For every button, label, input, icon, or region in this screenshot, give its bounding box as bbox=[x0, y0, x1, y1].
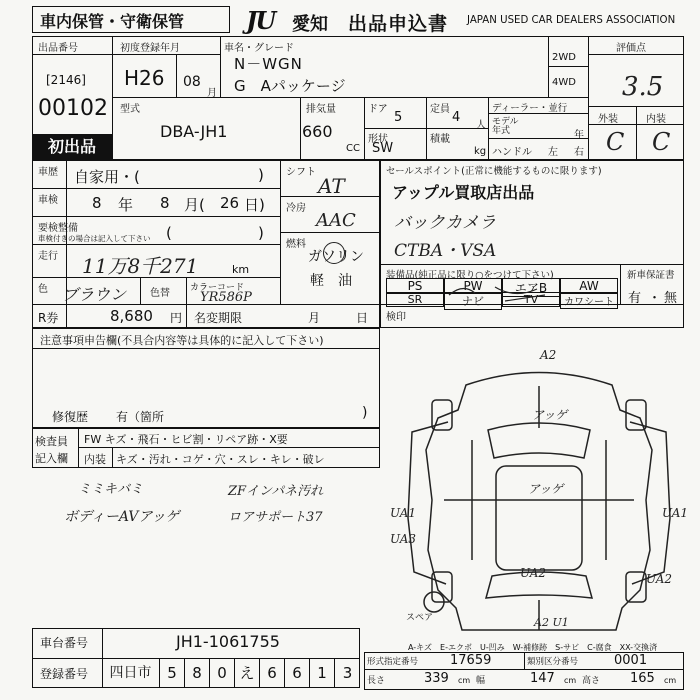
usage-label: 車歴 bbox=[38, 167, 58, 178]
form-number: 17659 bbox=[450, 653, 492, 668]
height-label: 高さ bbox=[582, 676, 601, 686]
length-unit: cm bbox=[458, 676, 471, 685]
usage-close: ) bbox=[258, 166, 264, 184]
inspection-year: 8 bbox=[92, 194, 102, 212]
damage-mark-8: UA2 bbox=[646, 572, 673, 586]
plate-char-7: 1 bbox=[310, 658, 335, 688]
selling-point-2: CTBA・VSA bbox=[394, 241, 497, 261]
warranty-separator: ・ bbox=[648, 291, 662, 306]
class-number-label: 類別区分番号 bbox=[527, 657, 579, 667]
warranty-no: 無 bbox=[664, 291, 678, 306]
association-name: JAPAN USED CAR DEALERS ASSOCIATION bbox=[467, 15, 676, 26]
recycle-close: ) bbox=[258, 224, 264, 242]
notes-label: 注意事項申告欄(不具合内容等は具体的に記入して下さい) bbox=[40, 334, 324, 347]
cc-unit: CC bbox=[346, 143, 360, 154]
car-grade: G Aパッケージ bbox=[234, 77, 346, 95]
inspection-stamp-label: 検印 bbox=[386, 312, 406, 323]
plate-char-5: 6 bbox=[260, 658, 285, 688]
load-label: 積載 bbox=[430, 134, 450, 145]
inspection-label: 車検 bbox=[38, 195, 58, 206]
lot-bracket-number: [2146] bbox=[46, 73, 86, 87]
damage-mark-1: A2 bbox=[540, 348, 557, 362]
equipment-label: 装備品(純正品に限り○をつけて下さい) bbox=[386, 270, 554, 281]
damage-mark-5: UA3 bbox=[390, 532, 417, 546]
exterior-label: 外装 bbox=[598, 114, 618, 125]
width: 147 bbox=[530, 671, 555, 686]
equipment-navi: ナビ bbox=[444, 292, 502, 310]
storage-label: 車内保管・守衛保管 bbox=[40, 12, 185, 31]
mileage-label: 走行 bbox=[38, 251, 58, 262]
load-unit: kg bbox=[474, 146, 487, 157]
first-listing-badge: 初出品 bbox=[32, 134, 112, 160]
color-label: 色 bbox=[38, 284, 48, 295]
plate-char-2: 8 bbox=[185, 658, 210, 688]
selling-points-label: セールスポイント(正常に機能するものに限ります) bbox=[386, 166, 602, 177]
equipment-pw: PW bbox=[444, 278, 502, 294]
drive-4wd: 4WD bbox=[552, 77, 576, 88]
shift-value: AT bbox=[318, 174, 345, 198]
damage-mark-2: アッゲ bbox=[532, 408, 568, 422]
org-name: 愛知 bbox=[292, 14, 328, 35]
inspector-row-2: キズ・汚れ・コゲ・穴・スレ・キレ・破レ bbox=[116, 453, 325, 466]
drive-2wd: 2WD bbox=[552, 52, 576, 63]
color-change-label: 色替 bbox=[150, 288, 170, 299]
color-code-label: カラーコード bbox=[190, 283, 245, 293]
plate-char-6: 6 bbox=[285, 658, 310, 688]
grade-label: 評価点 bbox=[616, 43, 646, 54]
damage-mark-9: A2 U1 bbox=[534, 616, 569, 629]
plate-region: 四日市 bbox=[102, 658, 160, 688]
plate-char-1: 5 bbox=[160, 658, 185, 688]
equipment-tv: TV bbox=[502, 292, 560, 307]
damage-mark-4: UA1 bbox=[390, 506, 417, 520]
inspector-note-2: ボディーAVアッゲ bbox=[64, 509, 180, 525]
model-year-label: モデル年式 bbox=[492, 117, 519, 136]
color-code: YR586P bbox=[200, 290, 252, 305]
selling-points-headline: アップル買取店出品 bbox=[392, 183, 535, 202]
damage-mark-3: アッゲ bbox=[528, 482, 564, 496]
inspector-label-2: 記入欄 bbox=[35, 452, 68, 465]
lot-label: 出品番号 bbox=[38, 43, 78, 54]
doors: 5 bbox=[394, 110, 403, 125]
chassis-label: 車台番号 bbox=[40, 636, 89, 650]
aircon-value: AAC bbox=[316, 210, 356, 231]
aircon-label: 冷房 bbox=[286, 203, 306, 214]
inspection-day-unit: 日) bbox=[244, 196, 265, 214]
equipment-airbag: エアB bbox=[502, 278, 560, 297]
usage-value: 自家用・( bbox=[74, 168, 140, 186]
recycle-open: ( bbox=[166, 224, 172, 242]
shape: SW bbox=[372, 141, 394, 156]
model-type: DBA-JH1 bbox=[160, 122, 228, 141]
fuel-gasoline: ガソリン bbox=[308, 249, 364, 265]
repair-history-value: 有（箇所 bbox=[116, 410, 165, 424]
inspector-label-1: 検査員 bbox=[35, 435, 68, 448]
fuel-label: 燃料 bbox=[286, 239, 306, 250]
equipment-ps: PS bbox=[386, 278, 444, 294]
interior-grade: C bbox=[652, 128, 671, 156]
height-unit: cm bbox=[664, 676, 677, 685]
handle-label: ハンドル bbox=[492, 147, 532, 158]
car-name: N－WGN bbox=[234, 55, 303, 73]
damage-mark-6: UA1 bbox=[662, 506, 689, 520]
repair-history-close: ) bbox=[362, 405, 368, 421]
fuel-gasoline-circle bbox=[323, 242, 345, 264]
inspector-row-2-label: 内装 bbox=[84, 453, 106, 466]
capacity-unit: 人 bbox=[476, 120, 486, 131]
lot-number: 00102 bbox=[38, 96, 108, 121]
shift-label: シフト bbox=[286, 167, 316, 178]
warranty-label: 新車保証書 bbox=[627, 270, 675, 281]
capacity-label: 定員 bbox=[430, 104, 450, 115]
dealer-label: ディーラー・並行 bbox=[492, 103, 568, 114]
fuel-diesel: 軽 油 bbox=[310, 273, 352, 289]
damage-diagram bbox=[384, 340, 694, 650]
inspector-row-1: FW キズ・飛石・ヒビ割・リペア跡・X要 bbox=[84, 433, 288, 446]
displacement: 660 bbox=[302, 122, 333, 141]
inspector-note-3: ZFインパネ汚れ bbox=[228, 484, 324, 499]
recycle-label: 要検整備 bbox=[38, 223, 78, 234]
plate-grid bbox=[102, 658, 360, 688]
length-label: 長さ bbox=[367, 676, 386, 686]
selling-point-1: バックカメラ bbox=[394, 213, 496, 233]
tax-label: R券 bbox=[38, 311, 59, 325]
name-change-day: 日 bbox=[356, 311, 369, 325]
plate-char-8: 3 bbox=[342, 664, 353, 682]
equipment-leather-seat: カワシート bbox=[560, 292, 618, 309]
equipment-scribble-svg bbox=[445, 279, 555, 305]
plate-char-4: え bbox=[235, 658, 260, 688]
equipment-scribble bbox=[445, 279, 555, 305]
chassis-number: JH1-1061755 bbox=[176, 632, 280, 651]
capacity: 4 bbox=[452, 110, 461, 125]
form-number-label: 形式指定番号 bbox=[367, 657, 419, 667]
length: 339 bbox=[424, 671, 449, 686]
name-change-label: 名変期限 bbox=[194, 311, 243, 325]
handle-right: 右 bbox=[574, 147, 584, 158]
exterior-grade: C bbox=[606, 128, 625, 156]
damage-legend: A-キズ E-エクボ U-凹み W-補修跡 S-サビ C-腐食 XX-交換済 bbox=[408, 643, 658, 652]
width-unit: cm bbox=[564, 676, 577, 685]
model-type-label: 型式 bbox=[120, 104, 140, 115]
plate-char-3: 0 bbox=[210, 658, 235, 688]
equipment-aw: AW bbox=[560, 278, 618, 294]
inspection-year-unit: 年 bbox=[118, 196, 134, 214]
inspection-day: 26 bbox=[220, 194, 240, 212]
model-year-unit: 年 bbox=[574, 130, 584, 141]
equipment-sr: SR bbox=[386, 292, 444, 307]
inspector-note-1: ミミキバミ bbox=[78, 482, 144, 497]
color-value: ブラウン bbox=[62, 285, 127, 304]
interior-label: 内装 bbox=[646, 114, 666, 125]
car-name-label: 車名・グレード bbox=[224, 43, 294, 54]
tax-unit: 円 bbox=[170, 311, 183, 325]
registration-label: 初度登録年月 bbox=[120, 43, 180, 54]
doors-label: ドア bbox=[368, 104, 388, 115]
ju-logo: JU bbox=[246, 6, 275, 35]
spare-label: スペア bbox=[406, 613, 434, 623]
mileage-value: 11万8千271 bbox=[82, 254, 199, 278]
inspector-note-4: ロアサポート37 bbox=[228, 510, 323, 525]
class-number: 0001 bbox=[614, 653, 648, 668]
inspection-month-unit: 月( bbox=[184, 196, 205, 214]
damage-mark-7: UA2 bbox=[520, 566, 547, 580]
repair-history-label: 修復歴 bbox=[52, 410, 89, 424]
registration-year: H26 bbox=[124, 66, 165, 90]
shape-label: 形状 bbox=[368, 134, 388, 145]
warranty-yes: 有 bbox=[628, 291, 642, 306]
width-label: 幅 bbox=[476, 676, 486, 686]
registration-month-unit: 月 bbox=[207, 88, 217, 99]
mileage-unit: km bbox=[232, 263, 250, 276]
name-change-month: 月 bbox=[308, 311, 321, 325]
recycle-sub: 車検付きの場合は記入して下さい bbox=[38, 234, 151, 243]
plate-label: 登録番号 bbox=[40, 667, 89, 681]
grade-score: 3.5 bbox=[622, 72, 664, 102]
form-title: 出品申込書 bbox=[348, 13, 449, 35]
height: 165 bbox=[630, 671, 655, 686]
inspection-month: 8 bbox=[160, 194, 170, 212]
handle-left: 左 bbox=[548, 147, 558, 158]
tax-value: 8,680 bbox=[110, 307, 153, 325]
displacement-label: 排気量 bbox=[306, 104, 336, 115]
registration-month: 08 bbox=[183, 74, 201, 90]
